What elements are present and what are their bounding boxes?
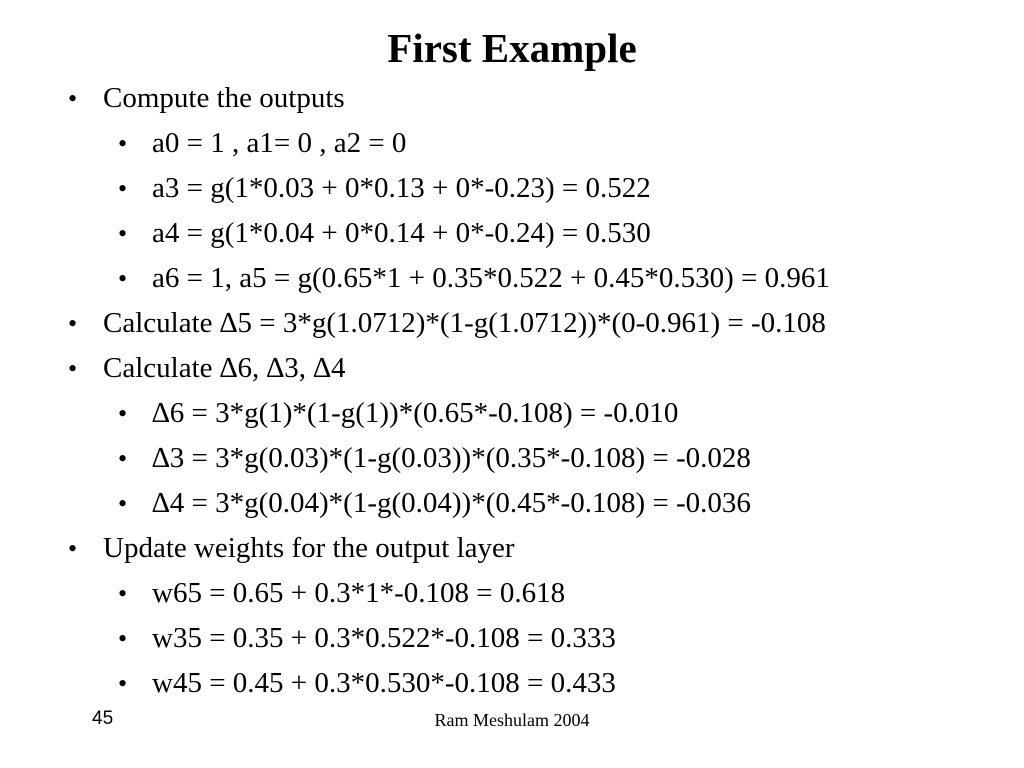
bullet-text: ∆6 = 3*g(1)*(1-g(1))*(0.65*-0.108) = -0.010 (152, 397, 679, 429)
bullet-text: ∆3 = 3*g(0.03)*(1-g(0.03))*(0.35*-0.108) = -0.028 (152, 442, 751, 474)
bullet-marker: • (68, 84, 78, 113)
slide-page-number: 45 (92, 708, 114, 729)
bullet-list (0, 76, 1024, 706)
bullet-text: a6 = 1, a5 = g(0.65*1 + 0.35*0.522 + 0.45*0.530) = 0.961 (152, 262, 830, 294)
bullet-text: w65 = 0.65 + 0.3*1*-0.108 = 0.618 (152, 577, 566, 609)
bullet-marker: • (118, 624, 128, 653)
bullet-text: Calculate ∆5 = 3*g(1.0712)*(1-g(1.0712))*(0-0.961) = -0.108 (103, 307, 826, 339)
bullet-marker: • (118, 444, 128, 473)
bullet-item (0, 346, 1024, 391)
sub-bullet-item (0, 211, 1024, 256)
bullet-text: a0 = 1 , a1= 0 , a2 = 0 (152, 127, 407, 159)
bullet-marker: • (118, 219, 128, 248)
sub-bullet-item (0, 661, 1024, 706)
slide-footer-author: Ram Meshulam 2004 (434, 710, 590, 730)
bullet-text: Update weights for the output layer (103, 532, 515, 564)
bullet-marker: • (68, 354, 78, 383)
bullet-item (0, 301, 1024, 346)
bullet-item (0, 76, 1024, 121)
bullet-marker: • (118, 174, 128, 203)
bullet-marker: • (118, 579, 128, 608)
bullet-marker: • (68, 309, 78, 338)
bullet-marker: • (118, 399, 128, 428)
bullet-text: w45 = 0.45 + 0.3*0.530*-0.108 = 0.433 (152, 667, 616, 699)
bullet-text: a4 = g(1*0.04 + 0*0.14 + 0*-0.24) = 0.530 (152, 217, 651, 249)
bullet-marker: • (118, 264, 128, 293)
bullet-text: a3 = g(1*0.03 + 0*0.13 + 0*-0.23) = 0.522 (152, 172, 651, 204)
sub-bullet-item (0, 481, 1024, 526)
bullet-text: w35 = 0.35 + 0.3*0.522*-0.108 = 0.333 (152, 622, 616, 654)
bullet-text: Calculate ∆6, ∆3, ∆4 (103, 352, 346, 384)
bullet-marker: • (118, 489, 128, 518)
bullet-marker: • (118, 129, 128, 158)
sub-bullet-item (0, 571, 1024, 616)
bullet-text: ∆4 = 3*g(0.04)*(1-g(0.04))*(0.45*-0.108) = -0.036 (152, 487, 751, 519)
sub-bullet-item (0, 436, 1024, 481)
bullet-item (0, 526, 1024, 571)
bullet-text: Compute the outputs (103, 82, 345, 114)
sub-bullet-item (0, 391, 1024, 436)
bullet-marker: • (118, 669, 128, 698)
bullet-marker: • (68, 534, 78, 563)
sub-bullet-item (0, 121, 1024, 166)
sub-bullet-item (0, 256, 1024, 301)
sub-bullet-item (0, 166, 1024, 211)
sub-bullet-item (0, 616, 1024, 661)
slide-title: First Example (387, 25, 637, 71)
